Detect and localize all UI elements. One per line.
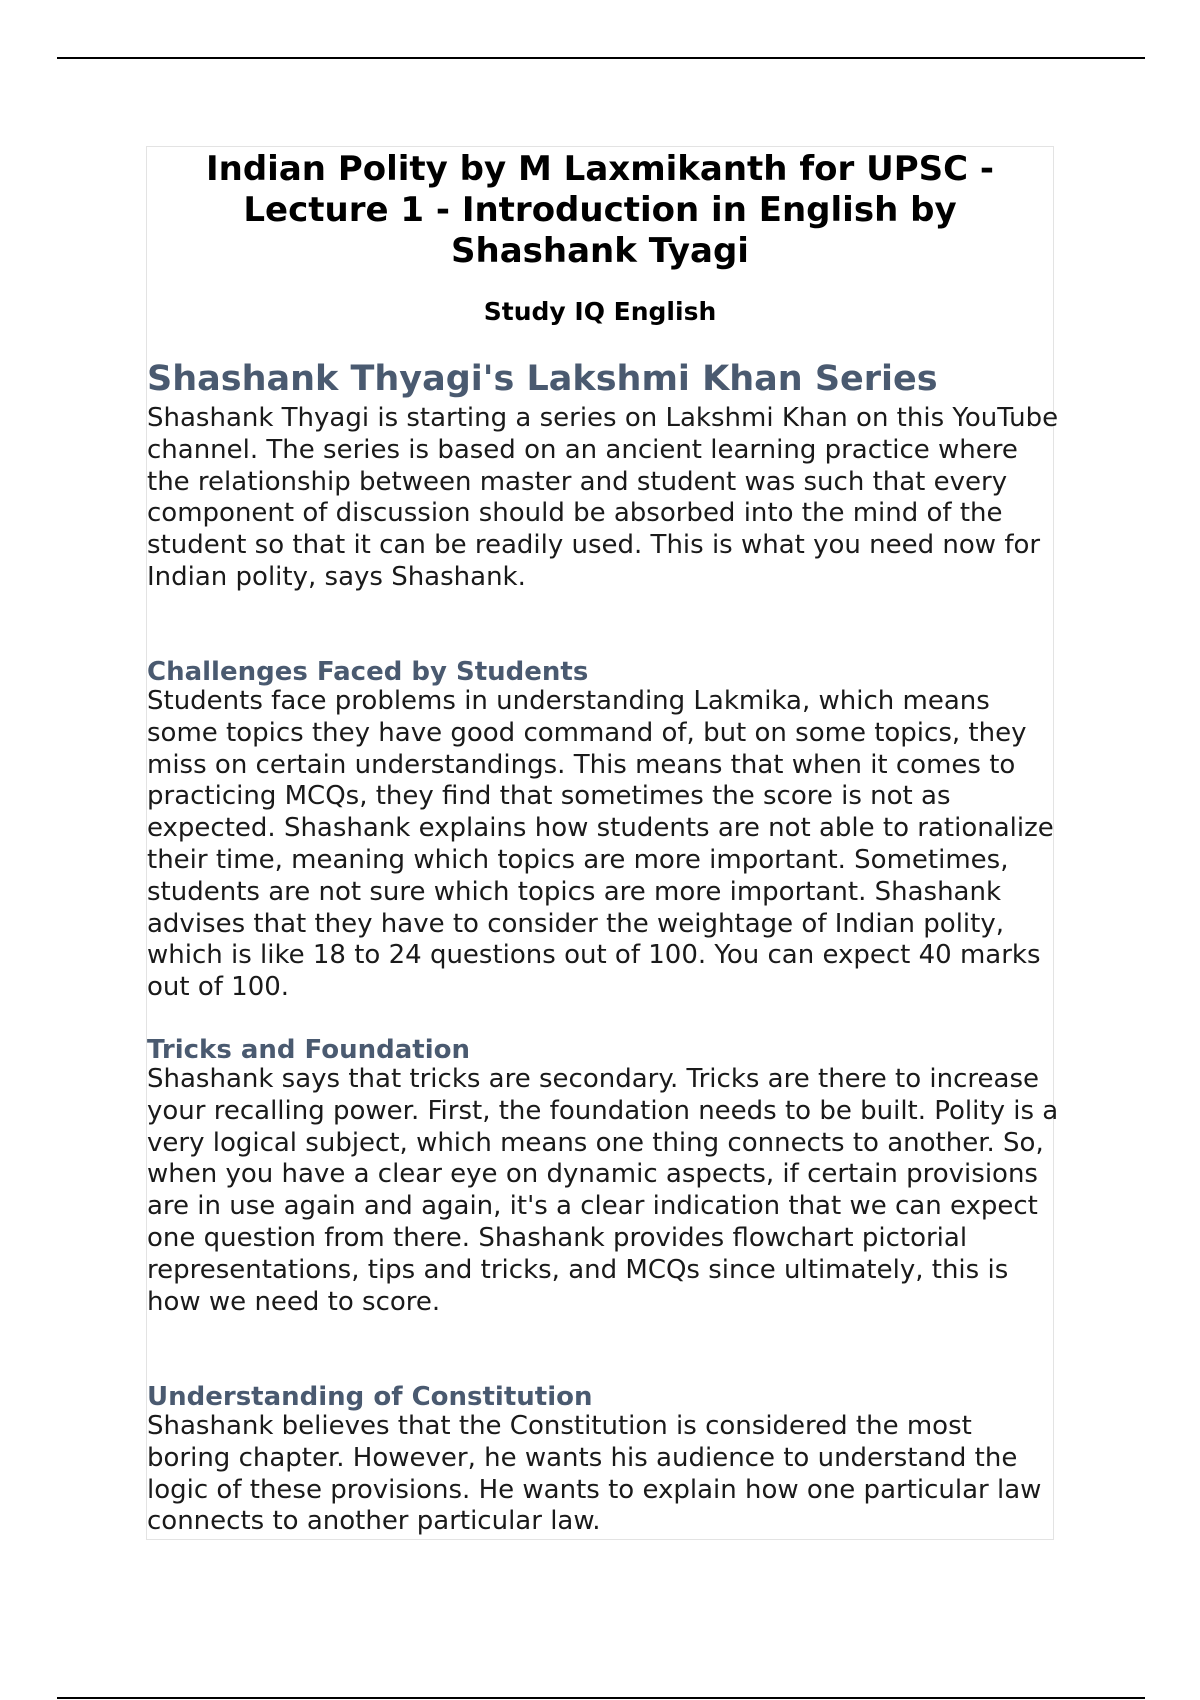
section-heading-tricks: Tricks and Foundation	[147, 1035, 471, 1065]
section-heading-challenges: Challenges Faced by Students	[147, 657, 589, 687]
bottom-rule	[57, 1697, 1145, 1699]
section-body-challenges: Students face problems in understanding Lakmika, which means some topics they have good command of, but on some topics, they miss on certain understandings. This means that when it comes to practicing MCQs, they find that sometimes the score is not as expected. Shashank explains how students are not able to rationalize their time, meaning which topics are more important. Sometimes, students are not sure which topics are more important. Shashank advises that they have to consider the weightage of Indian polity, which is like 18 to 24 questions out of 100. You can expect 40 marks out of 100.	[147, 686, 1054, 1003]
section-body-constitution: Shashank believes that the Constitution is considered the most boring chapter. However, he wants his audience to understand the logic of these provisions. He wants to explain how one particular law connects to another particular law.	[147, 1411, 1042, 1537]
document-title: Indian Polity by M Laxmikanth for UPSC - Lecture 1 - Introduction in English by Shashank Tyagi	[205, 149, 995, 271]
series-heading: Shashank Thyagi's Lakshmi Khan Series	[147, 359, 938, 399]
section-body-tricks: Shashank says that tricks are secondary. Tricks are there to increase your recalling power. First, the foundation needs to be built. Polity is a very logical subject, which means one thing connects to another. So, when you have a clear eye on dynamic aspects, if certain provisions are in use again and again, it's a clear indication that we can expect one question from there. Shashank provides flowchart pictorial representations, tips and tricks, and MCQs since ultimately, this is how we need to score.	[147, 1064, 1059, 1317]
section-heading-constitution: Understanding of Constitution	[147, 1382, 593, 1412]
top-rule	[57, 57, 1145, 59]
intro-paragraph: Shashank Thyagi is starting a series on Lakshmi Khan on this YouTube channel. The series is based on an ancient learning practice where the relationship between master and student was such that every component of discussion should be absorbed into the mind of the student so that it can be readily used. This is what you need now for Indian polity, says Shashank.	[147, 403, 1059, 592]
document-author: Study IQ English	[483, 297, 717, 326]
document-page	[146, 146, 1059, 1540]
